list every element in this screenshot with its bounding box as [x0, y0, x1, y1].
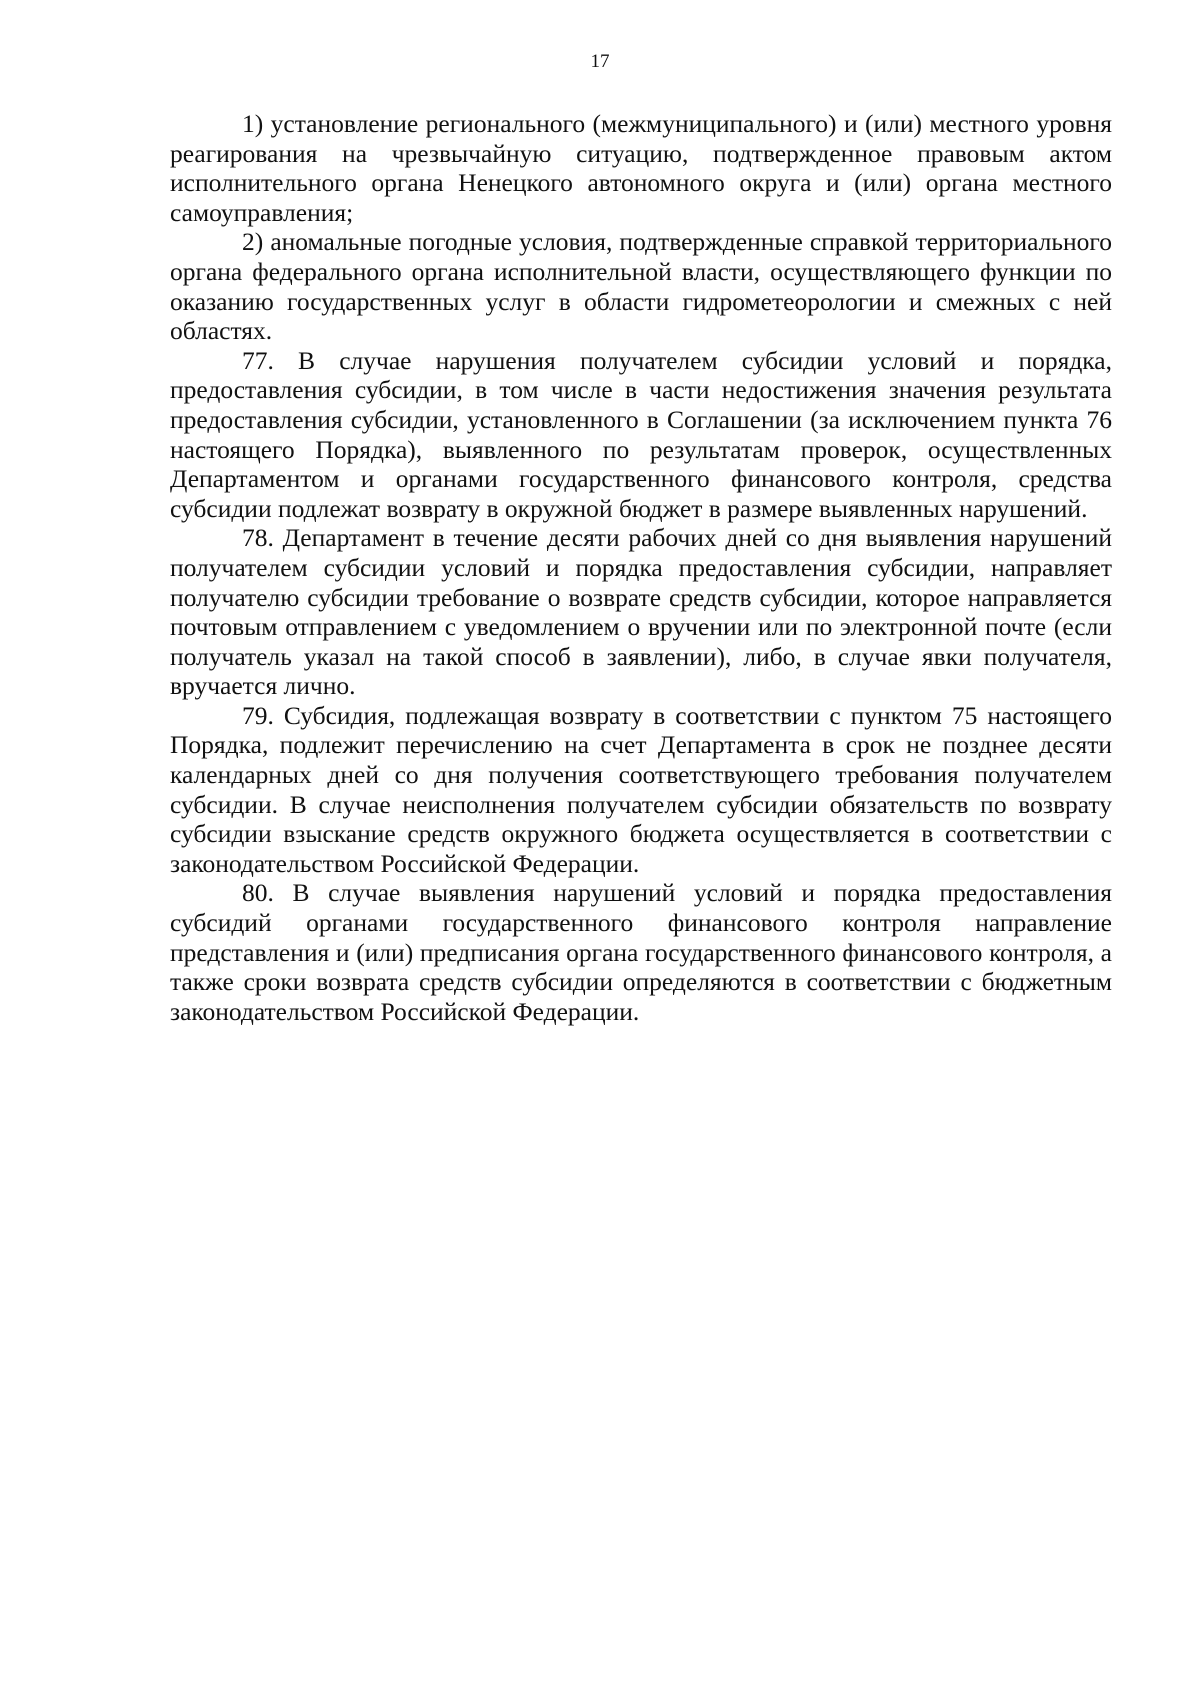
- paragraph-80: 80. В случае выявления нарушений условий и порядка предоставления субсидий органами государственного финансового контроля направление представления и (или) предписания органа государственного финансового контроля, а также сроки возврата средств субсидии определяются в соответствии с бюджетным законодательством Российской Федерации.: [170, 878, 1112, 1026]
- paragraph-79: 79. Субсидия, подлежащая возврату в соответствии с пунктом 75 настоящего Порядка, подлежит перечислению на счет Департамента в срок не позднее десяти календарных дней со дня получения соответствующего требования получателем субсидии. В случае неисполнения получателем субсидии обязательств по возврату субсидии взыскание средств окружного бюджета осуществляется в соответствии с законодательством Российской Федерации.: [170, 700, 1112, 878]
- paragraph-item-2: 2) аномальные погодные условия, подтвержденные справкой территориального органа федерального органа исполнительной власти, осуществляющего функции по оказанию государственных услуг в области гидрометеорологии и смежных с ней областях.: [170, 227, 1112, 346]
- paragraph-78: 78. Департамент в течение десяти рабочих дней со дня выявления нарушений получателем субсидии условий и порядка предоставления субсидии, направляет получателю субсидии требование о возврате средств субсидии, которое направляется почтовым отправлением с уведомлением о вручении или по электронной почте (если получатель указал на такой способ в заявлении), либо, в случае явки получателя, вручается лично.: [170, 523, 1112, 701]
- paragraph-item-1: 1) установление регионального (межмуниципального) и (или) местного уровня реагирования на чрезвычайную ситуацию, подтвержденное правовым актом исполнительного органа Ненецкого автономного округа и (или) органа местного самоуправления;: [170, 109, 1112, 227]
- paragraph-77: 77. В случае нарушения получателем субсидии условий и порядка, предоставления субсидии, в том числе в части недостижения значения результата предоставления субсидии, установленного в Соглашении (за исключением пункта 76 настоящего Порядка), выявленного по результатам проверок, осуществленных Департаментом и органами государственного финансового контроля, средства субсидии подлежат возврату в окружной бюджет в размере выявленных нарушений.: [170, 345, 1112, 523]
- document-body: [170, 109, 1112, 1026]
- page-number: 17: [590, 51, 610, 72]
